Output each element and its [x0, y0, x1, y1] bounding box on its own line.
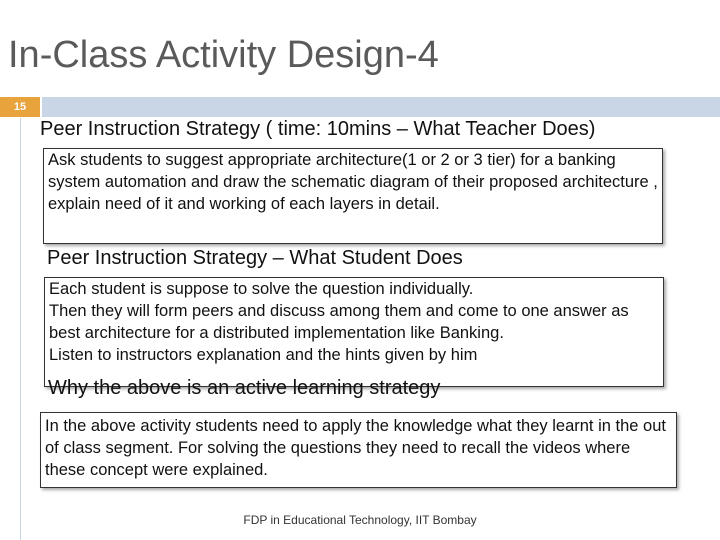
heading-teacher: Peer Instruction Strategy ( time: 10mins – What Teacher Does) [40, 118, 596, 140]
why-text: In the above activity students need to apply the knowledge what they learnt in the out of class segment. For solving the questions they need to recall the videos where these concept were explained. [45, 417, 666, 479]
footer: FDP in Educational Technology, IIT Bombay [243, 513, 477, 527]
heading-student: Peer Instruction Strategy – What Student Does [47, 247, 463, 269]
left-rule [20, 118, 21, 540]
heading-why: Why the above is an active learning strategy [48, 377, 441, 399]
why-box [40, 412, 677, 488]
student-line: Each student is suppose to solve the question individually. [49, 280, 474, 298]
slide-number: 15 [0, 97, 40, 117]
teacher-box [43, 148, 663, 244]
header-bar [42, 97, 720, 117]
student-line: Listen to instructors explanation and the hints given by him [49, 346, 478, 364]
slide-title: In-Class Activity Design-4 [8, 34, 439, 76]
student-line: Then they will form peers and discuss among them and come to one answer as best architecture for a distributed implementation like Banking. [49, 302, 629, 342]
teacher-text: Ask students to suggest appropriate architecture(1 or 2 or 3 tier) for a banking system automation and draw the schematic diagram of their proposed architecture , explain need of it and working of each layers in detail. [48, 151, 658, 213]
student-box [44, 277, 664, 387]
